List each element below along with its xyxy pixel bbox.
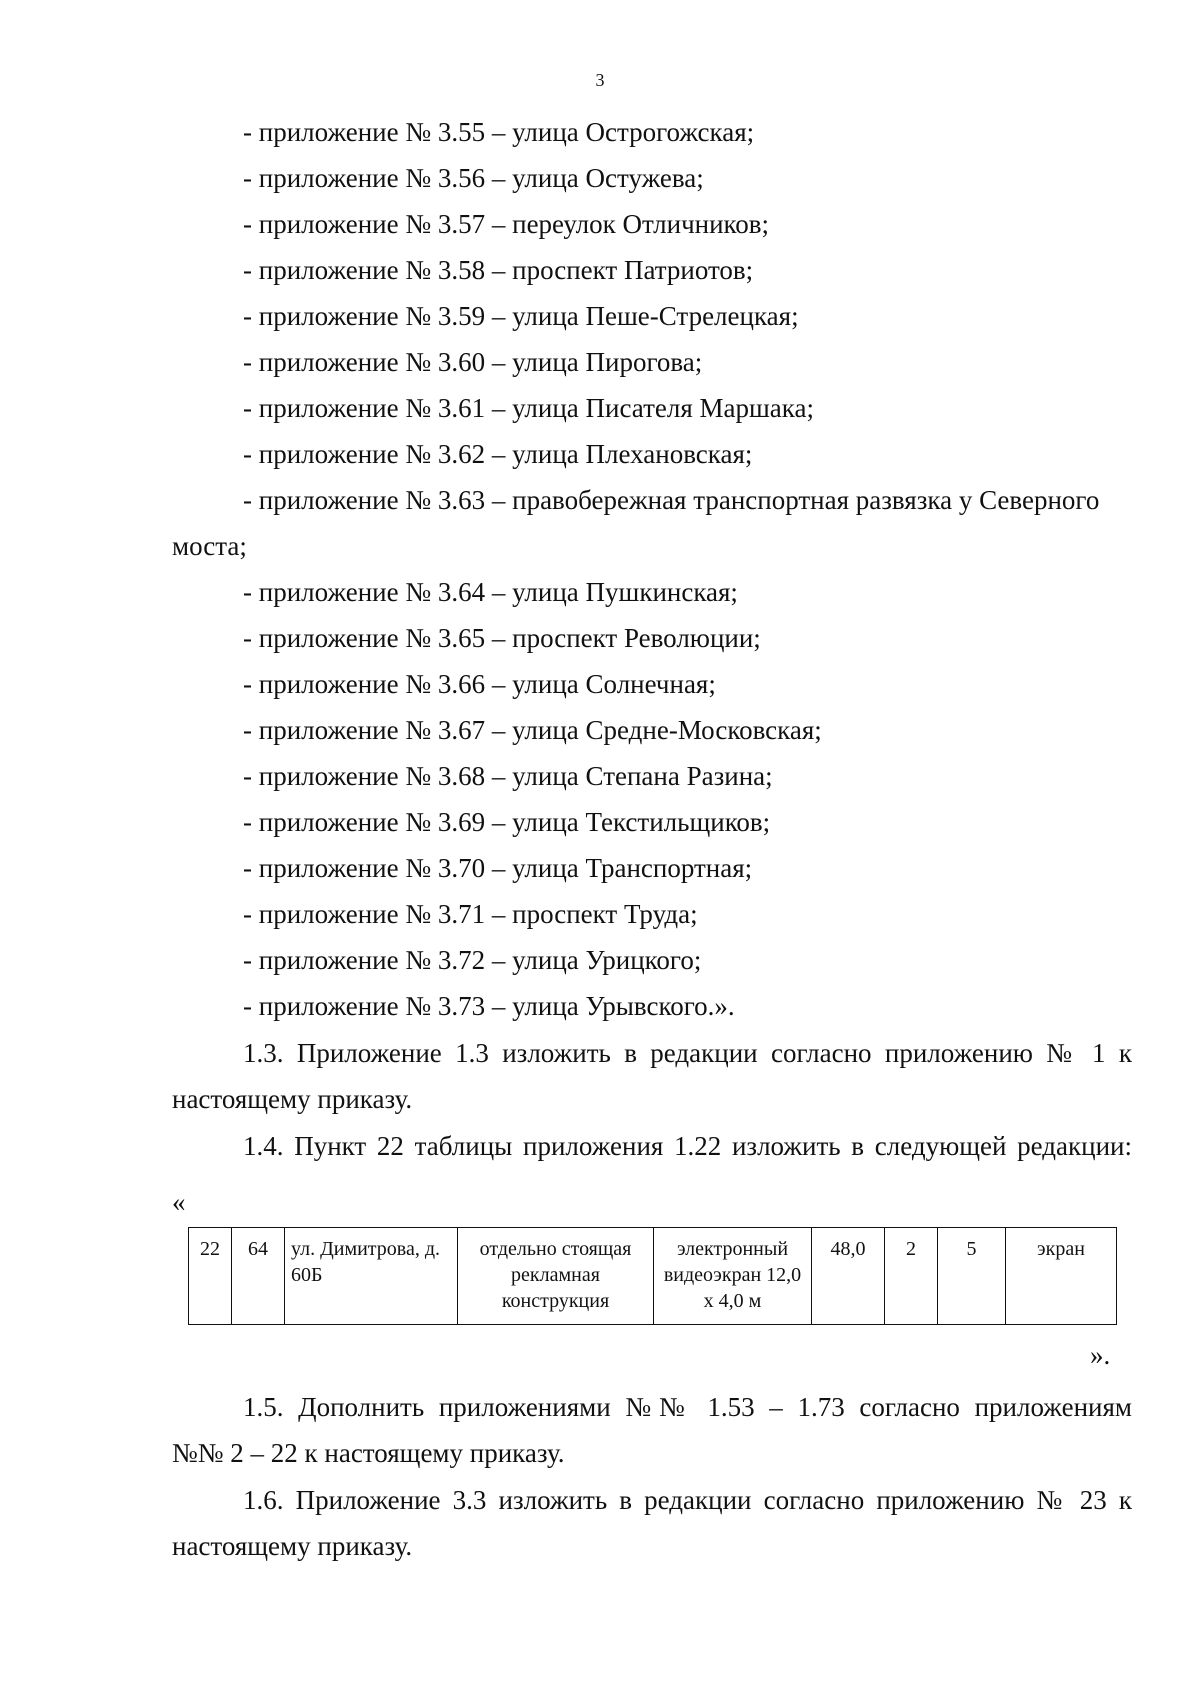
table-cell: ул. Димитрова, д. 60Б [285,1228,458,1325]
list-item: - приложение № 3.55 – улица Острогожская; [243,117,755,147]
list-item: - приложение № 3.70 – улица Транспортная; [243,853,753,883]
table-cell: экран [1006,1228,1117,1325]
advertising-table [188,1227,1117,1325]
paragraph-1-3-line2: настоящему приказу. [172,1084,413,1114]
list-item: - приложение № 3.68 – улица Степана Разина; [243,761,773,791]
table-cell: электронный видеоэкран 12,0 х 4,0 м [654,1228,812,1325]
table-cell: 48,0 [812,1228,885,1325]
paragraph-1-6-line2: настоящему приказу. [172,1531,413,1561]
list-item: - приложение № 3.69 – улица Текстильщиков; [243,807,771,837]
page-number: 3 [595,70,605,90]
list-item: - приложение № 3.71 – проспект Труда; [243,899,698,929]
table-cell: 5 [938,1228,1006,1325]
list-item: - приложение № 3.56 – улица Остужева; [243,163,704,193]
table-cell: 64 [232,1228,285,1325]
paragraph-1-3-line1: 1.3. Приложение 1.3 изложить в редакции согласно приложению № 1 к [243,1038,1132,1068]
list-item: - приложение № 3.62 – улица Плехановская; [243,439,753,469]
table-row [189,1228,1117,1325]
table-cell: 2 [885,1228,938,1325]
list-item: - приложение № 3.66 – улица Солнечная; [243,669,716,699]
list-item: - приложение № 3.73 – улица Урывского.». [243,991,735,1021]
list-item: - приложение № 3.58 – проспект Патриотов; [243,255,754,285]
list-item: - приложение № 3.64 – улица Пушкинская; [243,577,738,607]
paragraph-1-5-line2: №№ 2 – 22 к настоящему приказу. [172,1438,565,1468]
list-item-continuation: моста; [172,531,247,561]
list-item: - приложение № 3.65 – проспект Революции; [243,623,761,653]
table-cell: отдельно стоящая рекламная конструкция [458,1228,654,1325]
list-item: - приложение № 3.72 – улица Урицкого; [243,945,702,975]
paragraph-1-4-line1: 1.4. Пункт 22 таблицы приложения 1.22 изложить в следующей редакции: [243,1131,1132,1161]
quote-close: ». [1090,1340,1111,1370]
list-item: - приложение № 3.59 – улица Пеше-Стрелецкая; [243,301,799,331]
quote-open: « [172,1187,186,1217]
list-item: - приложение № 3.61 – улица Писателя Маршака; [243,393,814,423]
list-item: - приложение № 3.60 – улица Пирогова; [243,347,703,377]
table-cell: 22 [189,1228,232,1325]
list-item: - приложение № 3.67 – улица Средне-Московская; [243,715,822,745]
list-item: - приложение № 3.63 – правобережная транспортная развязка у Северного [243,485,1100,515]
paragraph-1-6-line1: 1.6. Приложение 3.3 изложить в редакции согласно приложению № 23 к [243,1485,1132,1515]
list-item: - приложение № 3.57 – переулок Отличников; [243,209,770,239]
paragraph-1-5-line1: 1.5. Дополнить приложениями №№ 1.53 – 1.73 согласно приложениям [243,1392,1132,1422]
